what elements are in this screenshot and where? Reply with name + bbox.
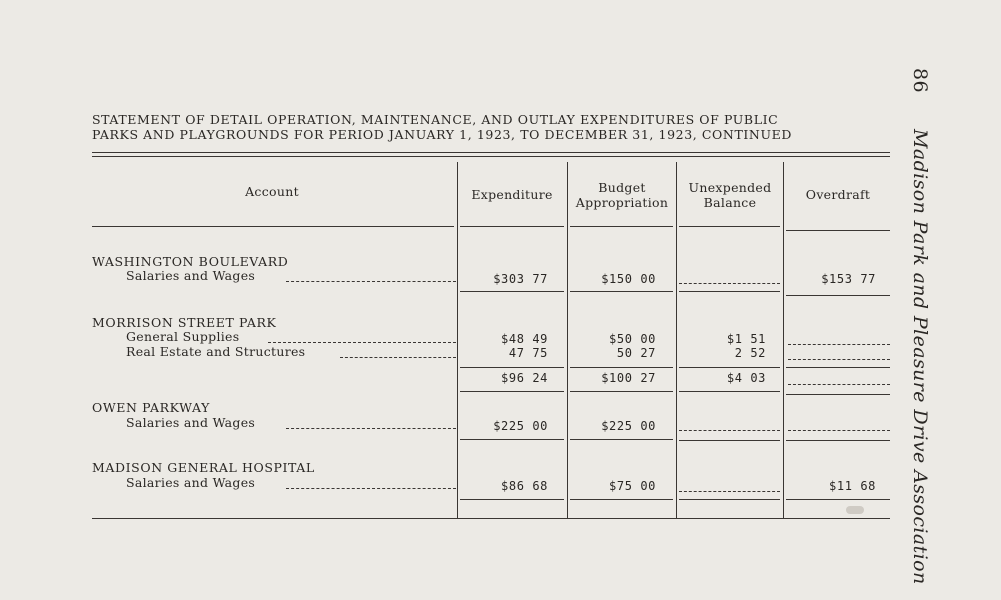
morrison-supplies-overdraft-blank bbox=[788, 344, 890, 345]
dot-leader bbox=[286, 281, 456, 282]
owen-unexpended-blank bbox=[679, 430, 780, 431]
col-divider-4 bbox=[783, 162, 784, 518]
morrison-total-expenditure: $96 24 bbox=[501, 371, 548, 385]
top-rule-1 bbox=[92, 152, 890, 153]
header-rule-account bbox=[92, 226, 454, 227]
washington-rule-exp bbox=[460, 291, 564, 292]
header-unexpended-line1: Unexpended bbox=[688, 180, 772, 195]
washington-expenditure: $303 77 bbox=[493, 272, 548, 286]
running-head bbox=[900, 68, 940, 585]
col-divider-3 bbox=[676, 162, 677, 518]
morrison-real-estate-unexpended: 2 52 bbox=[734, 346, 766, 360]
col-divider-1 bbox=[457, 162, 458, 518]
section-morrison-street-park: MORRISON STREET PARK bbox=[92, 315, 277, 330]
morrison-real-estate-budget: 50 27 bbox=[616, 346, 656, 360]
header-budget-line2: Appropriation bbox=[575, 195, 669, 210]
hospital-rule-budget bbox=[570, 499, 673, 500]
washington-budget: $150 00 bbox=[601, 272, 656, 286]
washington-overdraft: $153 77 bbox=[821, 272, 876, 286]
dot-leader bbox=[286, 488, 456, 489]
washington-rule-budget bbox=[570, 291, 673, 292]
header-rule-over bbox=[786, 230, 890, 231]
row-hospital-salaries-label: Salaries and Wages bbox=[126, 475, 256, 490]
header-expenditure: Expenditure bbox=[471, 187, 553, 202]
morrison-subtotal-rule-budget bbox=[570, 367, 673, 368]
hospital-rule-over bbox=[786, 499, 890, 500]
owen-overdraft-blank bbox=[788, 430, 890, 431]
owen-rule-exp bbox=[460, 439, 564, 440]
morrison-supplies-budget: $50 00 bbox=[609, 332, 656, 346]
owen-budget: $225 00 bbox=[601, 419, 656, 433]
morrison-subtotal-rule-over bbox=[786, 367, 890, 368]
header-rule-exp bbox=[460, 226, 564, 227]
header-overdraft: Overdraft bbox=[805, 187, 871, 202]
hospital-rule-exp bbox=[460, 499, 564, 500]
owen-expenditure: $225 00 bbox=[493, 419, 548, 433]
row-washington-salaries-label: Salaries and Wages bbox=[126, 268, 256, 283]
header-unexpended-balance bbox=[677, 180, 783, 210]
morrison-real-estate-overdraft-blank bbox=[788, 359, 890, 360]
title-line-2: PARKS AND PLAYGROUNDS FOR PERIOD JANUARY 1, 1923, TO DECEMBER 31, 1923, CONTINUED bbox=[92, 127, 792, 142]
washington-rule-over bbox=[786, 295, 890, 296]
morrison-subtotal-rule-unexp bbox=[679, 367, 780, 368]
hospital-unexpended-blank bbox=[679, 491, 780, 492]
header-unexpended-line2: Balance bbox=[703, 195, 757, 210]
title-line-1: STATEMENT OF DETAIL OPERATION, MAINTENANCE, AND OUTLAY EXPENDITURES OF PUBLIC bbox=[92, 112, 779, 127]
top-rule-2 bbox=[92, 156, 890, 157]
dot-leader bbox=[268, 342, 456, 343]
header-rule-budget bbox=[570, 226, 673, 227]
header-budget-appropriation bbox=[568, 180, 676, 210]
owen-rule-over bbox=[786, 440, 890, 441]
morrison-total-rule-budget bbox=[570, 391, 673, 392]
header-rule-unexp bbox=[679, 226, 780, 227]
row-owen-salaries-label: Salaries and Wages bbox=[126, 415, 256, 430]
morrison-supplies-expenditure: $48 49 bbox=[501, 332, 548, 346]
morrison-supplies-unexpended: $1 51 bbox=[726, 332, 766, 346]
morrison-total-rule-unexp bbox=[679, 391, 780, 392]
washington-rule-unexp bbox=[679, 291, 780, 292]
washington-unexpended-blank bbox=[679, 283, 780, 284]
morrison-total-rule-over bbox=[786, 394, 890, 395]
bottom-rule bbox=[92, 518, 890, 519]
header-account: Account bbox=[245, 184, 299, 199]
running-head-text: Madison Park and Pleasure Drive Association bbox=[909, 128, 931, 585]
page-number: 86 bbox=[909, 68, 931, 93]
hospital-overdraft: $11 68 bbox=[829, 479, 876, 493]
header-budget-line1: Budget bbox=[598, 180, 646, 195]
row-morrison-real-estate-label: Real Estate and Structures bbox=[126, 344, 306, 359]
morrison-total-budget: $100 27 bbox=[601, 371, 656, 385]
dot-leader bbox=[340, 357, 456, 358]
hospital-expenditure: $86 68 bbox=[501, 479, 548, 493]
morrison-total-overdraft-blank bbox=[788, 384, 890, 385]
section-madison-general-hospital: MADISON GENERAL HOSPITAL bbox=[92, 460, 315, 475]
hospital-budget: $75 00 bbox=[609, 479, 656, 493]
dot-leader bbox=[286, 428, 456, 429]
section-owen-parkway: OWEN PARKWAY bbox=[92, 400, 210, 415]
col-divider-2 bbox=[567, 162, 568, 518]
owen-rule-budget bbox=[570, 439, 673, 440]
hospital-rule-unexp bbox=[679, 499, 780, 500]
section-washington-boulevard: WASHINGTON BOULEVARD bbox=[92, 254, 289, 269]
owen-rule-unexp bbox=[679, 440, 780, 441]
ink-smudge bbox=[846, 506, 864, 514]
morrison-real-estate-expenditure: 47 75 bbox=[508, 346, 548, 360]
morrison-total-rule-exp bbox=[460, 391, 564, 392]
row-morrison-supplies-label: General Supplies bbox=[126, 329, 240, 344]
statement-title bbox=[92, 112, 892, 142]
morrison-subtotal-rule-exp bbox=[460, 367, 564, 368]
morrison-total-unexpended: $4 03 bbox=[726, 371, 766, 385]
